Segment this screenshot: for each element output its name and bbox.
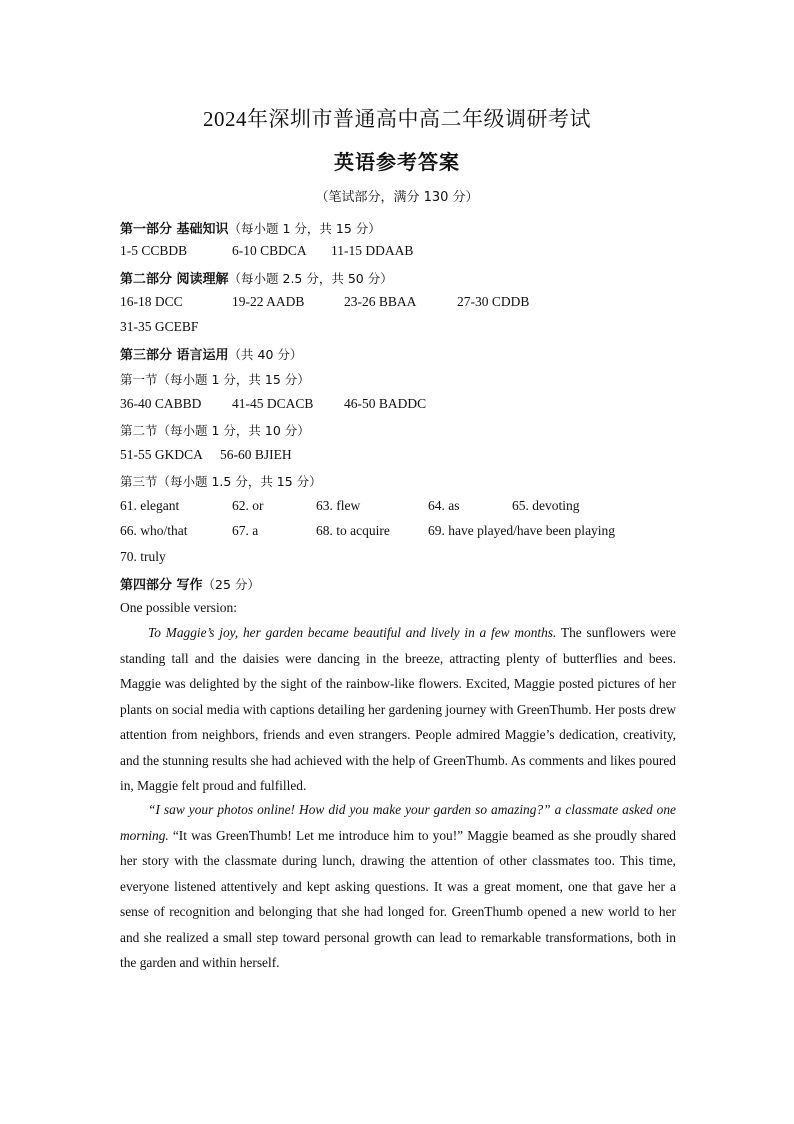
part1-heading-line <box>120 218 381 240</box>
part3-heading: 第三部分 语言运用 <box>120 348 229 363</box>
answer-group: 46-50 BADDC <box>344 396 427 411</box>
answer-group: 19-22 AADB <box>232 294 305 309</box>
part1-note: （每小题 1 分，共 15 分） <box>228 221 381 236</box>
answer-item: 69. have played/have been playing <box>428 523 616 538</box>
part3-heading-line <box>120 344 302 366</box>
answer-group: 11-15 DDAAB <box>331 243 414 258</box>
part3-note: （共 40 分） <box>228 347 303 362</box>
part2-answers-row1 <box>120 294 680 316</box>
part3-section2-answers <box>120 447 680 469</box>
essay-p1-body: The sunflowers were standing tall and the daisies were dancing in the breeze, attracting plenty of butterflies and bees. Maggie was delighted by the sight of the rainbow-like flowers. Excited, Maggie posted pictures of her plants on social media with captions detailing her gardening journey with GreenThumb. Her posts drew attention from neighbors, friends and even strangers. People admired Maggie’s dedication, creativity, and the stunning results she had achieved with the help of GreenThumb. As comments and likes poured in, Maggie felt proud and fulfilled. <box>120 625 676 793</box>
exam-title: 2024年深圳市普通高中高二年级调研考试 <box>203 107 591 131</box>
part2-note: （每小题 2.5 分，共 50 分） <box>228 271 393 286</box>
part3-section2-label: 第二节（每小题 1 分，共 10 分） <box>120 423 310 438</box>
essay-p2-opening: “I saw your photos online! How did you make your garden so amazing?” a classmate asked one morning. <box>120 802 676 843</box>
answer-group: 41-45 DCACB <box>232 396 314 411</box>
essay-p1-opening: To Maggie’s joy, her garden became beautiful and lively in a few months. <box>148 625 557 640</box>
answer-group: 36-40 CABBD <box>120 396 202 411</box>
answer-group: 1-5 CCBDB <box>120 243 188 258</box>
essay-p2-body: “It was GreenThumb! Let me introduce him to you!” Maggie beamed as she proudly shared her story with the classmate during lunch, drawing the attention of other classmates too. This time, everyone listened attentively and kept asking questions. It was a great moment, one that gave her a sense of recognition and belonging that she had longed for. GreenThumb opened a new world to her and she realized a small step toward personal growth can lead to remarkable transformations, both in the garden and within herself. <box>120 827 676 970</box>
answer-key-subtitle: 英语参考答案 <box>334 150 460 174</box>
part4-heading: 第四部分 写作 <box>120 578 203 593</box>
part3-section3-label: 第三节（每小题 1.5 分，共 15 分） <box>120 474 322 489</box>
version-label: One possible version: <box>120 600 237 615</box>
part2-answers-row2 <box>120 319 198 341</box>
essay-paragraph-2 <box>120 797 676 976</box>
answer-item: 67. a <box>232 523 259 538</box>
answer-group: 27-30 CDDB <box>457 294 530 309</box>
answer-group: 23-26 BBAA <box>344 294 417 309</box>
part2-heading-line <box>120 268 393 290</box>
answer-item: 66. who/that <box>120 523 188 538</box>
part3-section1-label: 第一节（每小题 1 分，共 15 分） <box>120 372 310 387</box>
part1-answers <box>120 243 680 265</box>
answer-item: 61. elegant <box>120 498 180 513</box>
part3-section1-answers <box>120 396 680 418</box>
part3-section3-row3 <box>120 549 166 571</box>
answer-item: 65. devoting <box>512 498 580 513</box>
part2-heading: 第二部分 阅读理解 <box>120 272 229 287</box>
answer-item: 68. to acquire <box>316 523 390 538</box>
part1-heading: 第一部分 基础知识 <box>120 222 229 237</box>
answer-item: 64. as <box>428 498 460 513</box>
part3-section3-row1 <box>120 498 680 520</box>
answer-item: 62. or <box>232 498 264 513</box>
answer-group: 6-10 CBDCA <box>232 243 307 258</box>
essay-paragraph-1 <box>120 620 676 799</box>
answer-item: 70. truly <box>120 549 166 564</box>
answer-group: 51-55 GKDCA <box>120 447 203 462</box>
part4-heading-line <box>120 574 260 596</box>
part3-section3-row2 <box>120 523 680 545</box>
answer-group: 31-35 GCEBF <box>120 319 199 334</box>
part4-note: （25 分） <box>202 577 260 592</box>
score-note: （笔试部分，满分 130 分） <box>315 190 479 205</box>
answer-group: 16-18 DCC <box>120 294 183 309</box>
answer-item: 63. flew <box>316 498 361 513</box>
answer-group: 56-60 BJIEH <box>220 447 292 462</box>
